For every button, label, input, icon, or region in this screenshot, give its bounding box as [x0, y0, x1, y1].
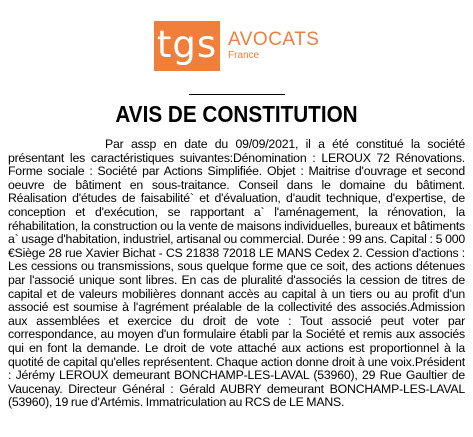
logo-text	[228, 30, 319, 62]
title-divider	[189, 94, 285, 95]
tgs-avocats-logo	[154, 21, 319, 71]
logo-country: France	[228, 50, 260, 61]
logo-name: AVOCATS	[228, 29, 320, 50]
notice-body: Par assp en date du 09/09/2021, il a été constitué la société présentant les caractéristiques suivantes:Dénomination : LEROUX 72 Rénovations. Forme sociale : Société par Actions Simplifiée. Objet : Maitrise d'ouvrage et second oeuvre de bâtiment en sous-traitance. Conseil dans le domaine du bâtiment. Réalisation d'études de faisabilité` et d'évaluation, d'audit technique, d'expertise, de conception et d'exécution, se rapportant a` l'aménagement, la rénovation, la réhabilitation, la construction ou la vente de maisons individuelles, bureaux et bâtiments a` usage d'habitation, industriel, artisanal ou commercial. Durée : 99 ans. Capital : 5 000 €Siège 28 rue Xavier Bichat - CS 21838 72018 LE MANS Cedex 2. Cession d'actions : Les cessions ou transmissions, sous quelque forme que ce soit, des actions détenues par l'associé unique sont libres. En cas de pluralité d'associés la cession de titres de capital et de valeurs mobilières donnant accès au capital à un tiers ou au profit d'un associé est soumise à l'agrément préalable de la collectivité des associés.Admission aux assemblées et exercice du droit de vote : Tout associé peut voter par correspondance, au moyen d'un formulaire établi par la Société et remis aux associés qui en font la demande. Le droit de vote attaché aux actions est proportionnel à la quotité de capital qu'elles représentent. Chaque action donne droit à une voix.Président : Jérémy LEROUX demeurant BONCHAMP-LES-LAVAL (53960), 29 Rue Gaultier de Vaucenay. Directeur Général : Gérald AUBRY demeurant BONCHAMP-LES-LAVAL (53960), 19 rue d'Artémis. Immatriculation au RCS de LE MANS.	[8, 137, 465, 410]
logo-mark: tgs	[154, 21, 220, 71]
notice-title: AVIS DE CONSTITUTION	[115, 101, 358, 127]
